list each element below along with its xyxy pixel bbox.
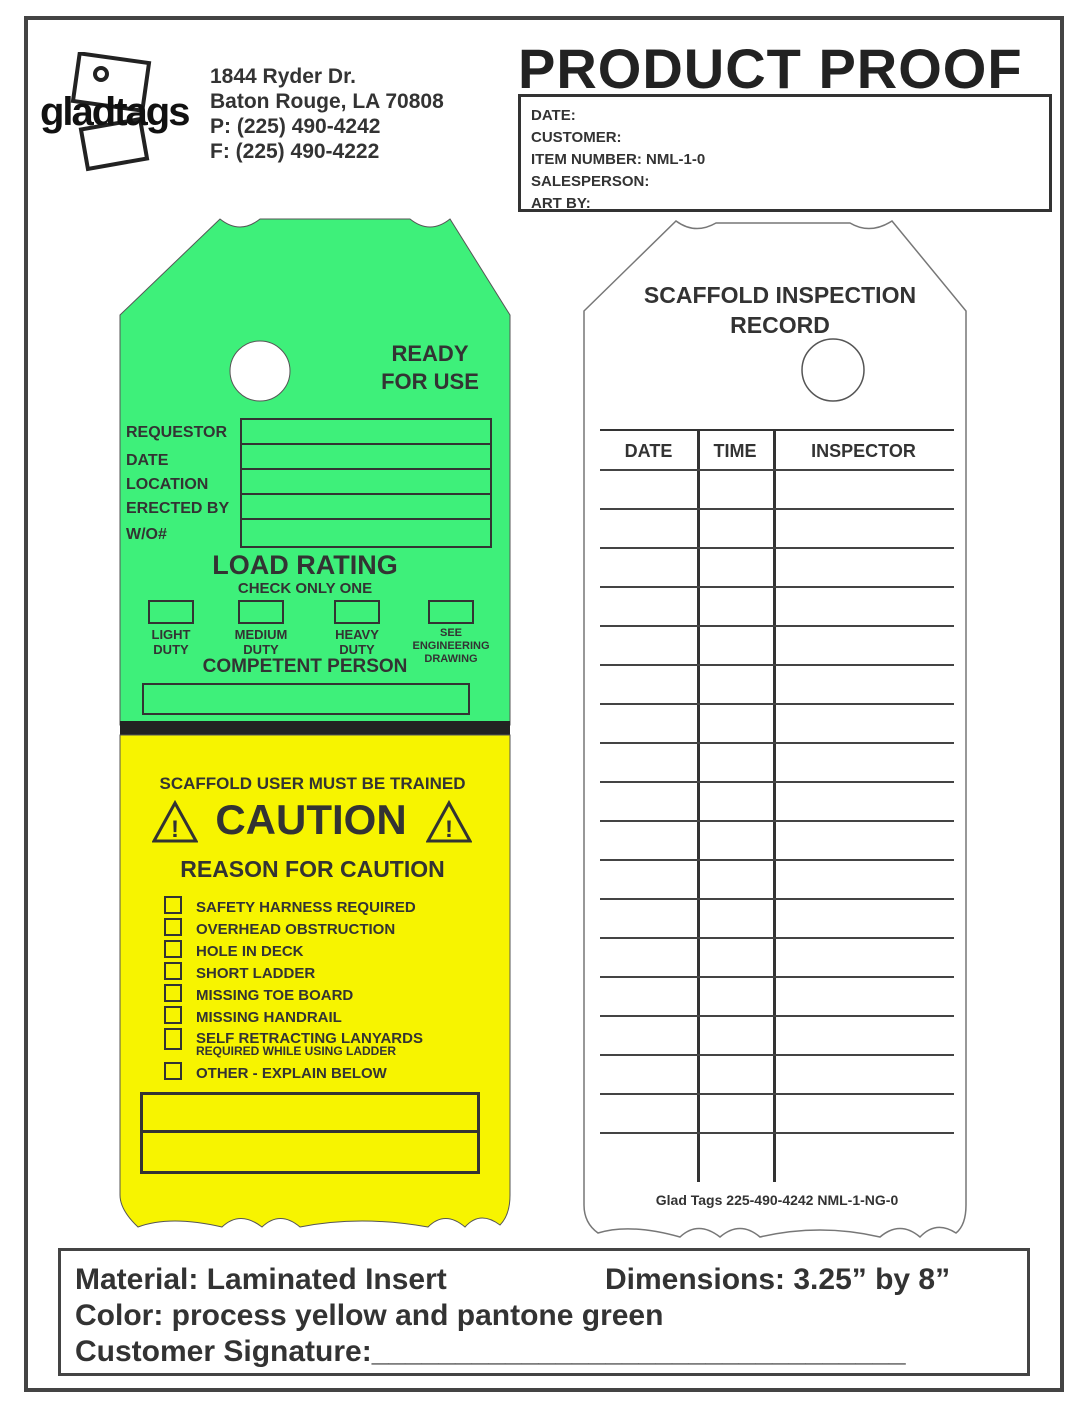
warning-triangle-icon	[426, 800, 472, 844]
table-row-rule	[600, 703, 954, 705]
info-item-number: ITEM NUMBER: NML-1-0	[531, 151, 706, 168]
reason-checkbox[interactable]	[164, 1006, 182, 1024]
ready-line: READY	[391, 341, 469, 366]
duty-label-line: MEDIUM	[234, 627, 288, 642]
requestor-field[interactable]	[242, 420, 490, 445]
erected-by-field[interactable]	[242, 495, 490, 520]
column-divider	[773, 429, 776, 1182]
explain-box	[140, 1092, 480, 1174]
wo-field[interactable]	[242, 520, 490, 544]
reason-label: OVERHEAD OBSTRUCTION	[196, 921, 396, 938]
inspection-title-line: SCAFFOLD INSPECTION	[643, 282, 917, 308]
heavy-duty-label	[322, 627, 392, 657]
field-wo-label: W/O#	[126, 526, 167, 543]
column-header-date: DATE	[624, 441, 673, 461]
competent-person-label: COMPETENT PERSON	[202, 656, 408, 677]
table-row-rule	[600, 508, 954, 510]
material-line: Material: Laminated Insert	[75, 1263, 447, 1296]
footer-info-box	[58, 1248, 1030, 1376]
reason-label: SAFETY HARNESS REQUIRED	[196, 899, 416, 916]
light-duty-checkbox[interactable]	[148, 600, 194, 624]
table-row-rule	[600, 781, 954, 783]
table-row-rule	[600, 469, 954, 471]
address-line: Baton Rouge, LA 70808	[210, 90, 444, 113]
warning-triangle-icon	[152, 800, 198, 844]
tag-footer-code: Glad Tags 225-490-4242 NML-1-NG-0	[655, 1192, 899, 1208]
table-row-rule	[600, 742, 954, 744]
duty-label-line: SEE	[439, 627, 462, 639]
duty-label-line: LIGHT	[151, 627, 191, 642]
field-erected-by-label: ERECTED BY	[126, 500, 230, 517]
svg-text:!: !	[171, 816, 179, 843]
competent-person-field[interactable]	[142, 683, 470, 715]
table-row-rule	[600, 976, 954, 978]
info-salesperson: SALESPERSON:	[531, 173, 650, 190]
dimensions-line: Dimensions: 3.25” by 8”	[605, 1263, 951, 1296]
reason-label: MISSING TOE BOARD	[196, 987, 354, 1004]
reason-for-caution-title: REASON FOR CAUTION	[180, 856, 445, 882]
page-title: PRODUCT PROOF	[518, 37, 1023, 100]
company-address	[210, 64, 444, 164]
table-row-rule	[600, 664, 954, 666]
medium-duty-checkbox[interactable]	[238, 600, 284, 624]
logo-wordmark: gladtags	[40, 90, 189, 134]
reason-checklist	[164, 896, 484, 1086]
column-header-inspector: INSPECTOR	[811, 441, 916, 461]
user-trained-notice: SCAFFOLD USER MUST BE TRAINED	[159, 774, 466, 793]
duty-label-line: DRAWING	[424, 653, 478, 665]
customer-signature-line[interactable]: Customer Signature:________________________________	[75, 1335, 906, 1368]
info-date: DATE:	[531, 107, 576, 124]
svg-text:!: !	[445, 816, 453, 843]
check-only-one: CHECK ONLY ONE	[237, 580, 373, 597]
table-row-rule	[600, 820, 954, 822]
field-location-label: LOCATION	[126, 476, 209, 493]
table-row-rule	[600, 586, 954, 588]
inspection-table	[600, 429, 954, 1182]
ready-for-use	[360, 340, 500, 396]
medium-duty-label	[226, 627, 296, 657]
light-duty-label	[136, 627, 206, 657]
reason-checkbox[interactable]	[164, 962, 182, 980]
date-field[interactable]	[242, 445, 490, 470]
field-boxes	[240, 418, 492, 548]
gladtags-logo	[38, 52, 208, 172]
info-art-by: ART BY:	[531, 195, 591, 212]
field-date-label: DATE	[126, 452, 169, 469]
info-customer: CUSTOMER:	[531, 129, 622, 146]
table-top-rule	[600, 429, 954, 431]
explain-line-2[interactable]	[143, 1133, 477, 1171]
inspection-record-title	[600, 280, 960, 340]
phone-line: P: (225) 490-4242	[210, 115, 381, 138]
field-requestor-label: REQUESTOR	[126, 424, 228, 441]
color-line: Color: process yellow and pantone green	[75, 1299, 664, 1332]
reason-label: HOLE IN DECK	[196, 943, 304, 960]
explain-line-1[interactable]	[143, 1095, 477, 1133]
reason-label: SELF RETRACTING LANYARDS	[196, 1030, 423, 1047]
duty-label-line: DUTY	[243, 642, 279, 657]
reason-checkbox[interactable]	[164, 896, 182, 914]
reason-checkbox[interactable]	[164, 984, 182, 1002]
table-row-rule	[600, 1132, 954, 1134]
reason-label-sub: REQUIRED WHILE USING LADDER	[196, 1044, 397, 1058]
table-row-rule	[600, 898, 954, 900]
reason-label: OTHER - EXPLAIN BELOW	[196, 1065, 387, 1082]
table-row-rule	[600, 1093, 954, 1095]
reason-checkbox[interactable]	[164, 1062, 182, 1080]
for-use-line: FOR USE	[381, 369, 479, 394]
duty-label-line: DUTY	[339, 642, 375, 657]
table-row-rule	[600, 625, 954, 627]
proof-info-box	[518, 94, 1052, 212]
reason-label: MISSING HANDRAIL	[196, 1009, 342, 1026]
duty-label-line: DUTY	[153, 642, 189, 657]
duty-label-line: HEAVY	[335, 627, 379, 642]
caution-header	[152, 796, 472, 846]
location-field[interactable]	[242, 470, 490, 495]
address-line: 1844 Ryder Dr.	[210, 65, 356, 88]
table-row-rule	[600, 1054, 954, 1056]
caution-title: CAUTION	[215, 796, 407, 843]
reason-checkbox[interactable]	[164, 940, 182, 958]
reason-checkbox[interactable]	[164, 918, 182, 936]
column-header-time: TIME	[713, 441, 757, 461]
reason-label: SHORT LADDER	[196, 965, 316, 982]
table-row-rule	[600, 859, 954, 861]
table-row-rule	[600, 547, 954, 549]
load-rating-title: LOAD RATING	[212, 550, 398, 580]
table-row-rule	[600, 937, 954, 939]
inspection-title-line: RECORD	[730, 312, 830, 338]
reason-checkbox[interactable]	[164, 1028, 182, 1050]
column-divider	[697, 429, 700, 1182]
heavy-duty-checkbox[interactable]	[334, 600, 380, 624]
table-row-rule	[600, 1015, 954, 1017]
engineering-checkbox[interactable]	[428, 600, 474, 624]
duty-label-line: ENGINEERING	[412, 640, 490, 652]
fax-line: F: (225) 490-4222	[210, 140, 380, 163]
